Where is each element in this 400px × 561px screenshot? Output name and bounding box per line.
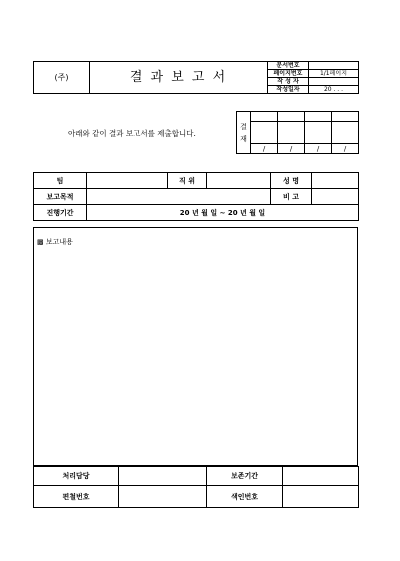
approval-box (236, 111, 359, 154)
header-table (33, 61, 359, 94)
date-value[interactable]: 20 . . . (309, 86, 359, 94)
approval-signature-3[interactable] (305, 122, 332, 144)
info-table (33, 172, 359, 221)
remarks-label: 비 고 (271, 189, 312, 205)
document-title: 결 과 보 고 서 (90, 62, 268, 94)
author-label: 작 성 자 (268, 78, 309, 86)
approval-signature-1[interactable] (251, 122, 278, 144)
approval-label: 결 재 (237, 112, 251, 154)
page-number-label: 페이지번호 (268, 70, 309, 78)
team-label: 팀 (34, 173, 87, 189)
approval-title-1[interactable] (251, 112, 278, 122)
doc-number-label: 문서번호 (268, 62, 309, 70)
remarks-value[interactable] (312, 189, 359, 205)
handler-value[interactable] (119, 467, 207, 486)
approval-title-3[interactable] (305, 112, 332, 122)
index-number-value[interactable] (283, 486, 359, 508)
retention-value[interactable] (283, 467, 359, 486)
name-value[interactable] (312, 173, 359, 189)
report-content-label: ▩ 보고내용 (37, 238, 73, 246)
doc-number-value[interactable] (309, 62, 359, 70)
approval-date-2[interactable]: / (278, 144, 305, 154)
report-content-body[interactable] (37, 250, 354, 462)
date-label: 작성일자 (268, 86, 309, 94)
report-content-area[interactable] (33, 227, 358, 466)
approval-signature-2[interactable] (278, 122, 305, 144)
index-number-label: 색인번호 (207, 486, 283, 508)
approval-title-2[interactable] (278, 112, 305, 122)
file-number-label: 편철번호 (34, 486, 119, 508)
footer-table (33, 466, 359, 508)
handler-label: 처리담당 (34, 467, 119, 486)
author-value[interactable] (309, 78, 359, 86)
period-value[interactable]: 20 년 월 일 ~ 20 년 월 일 (87, 205, 359, 221)
approval-signature-4[interactable] (332, 122, 359, 144)
company-name: (주) (34, 62, 90, 94)
purpose-label: 보고목적 (34, 189, 87, 205)
team-value[interactable] (87, 173, 168, 189)
approval-date-3[interactable]: / (305, 144, 332, 154)
retention-label: 보존기간 (207, 467, 283, 486)
purpose-value[interactable] (87, 189, 271, 205)
approval-date-1[interactable]: / (251, 144, 278, 154)
name-label: 성 명 (271, 173, 312, 189)
page-number-value[interactable]: 1/1페이지 (309, 70, 359, 78)
intro-sentence: 아래와 같이 결과 보고서를 제출합니다. (68, 129, 196, 138)
period-label: 진행기간 (34, 205, 87, 221)
approval-date-4[interactable]: / (332, 144, 359, 154)
position-label: 직 위 (168, 173, 207, 189)
position-value[interactable] (207, 173, 271, 189)
approval-title-4[interactable] (332, 112, 359, 122)
file-number-value[interactable] (119, 486, 207, 508)
